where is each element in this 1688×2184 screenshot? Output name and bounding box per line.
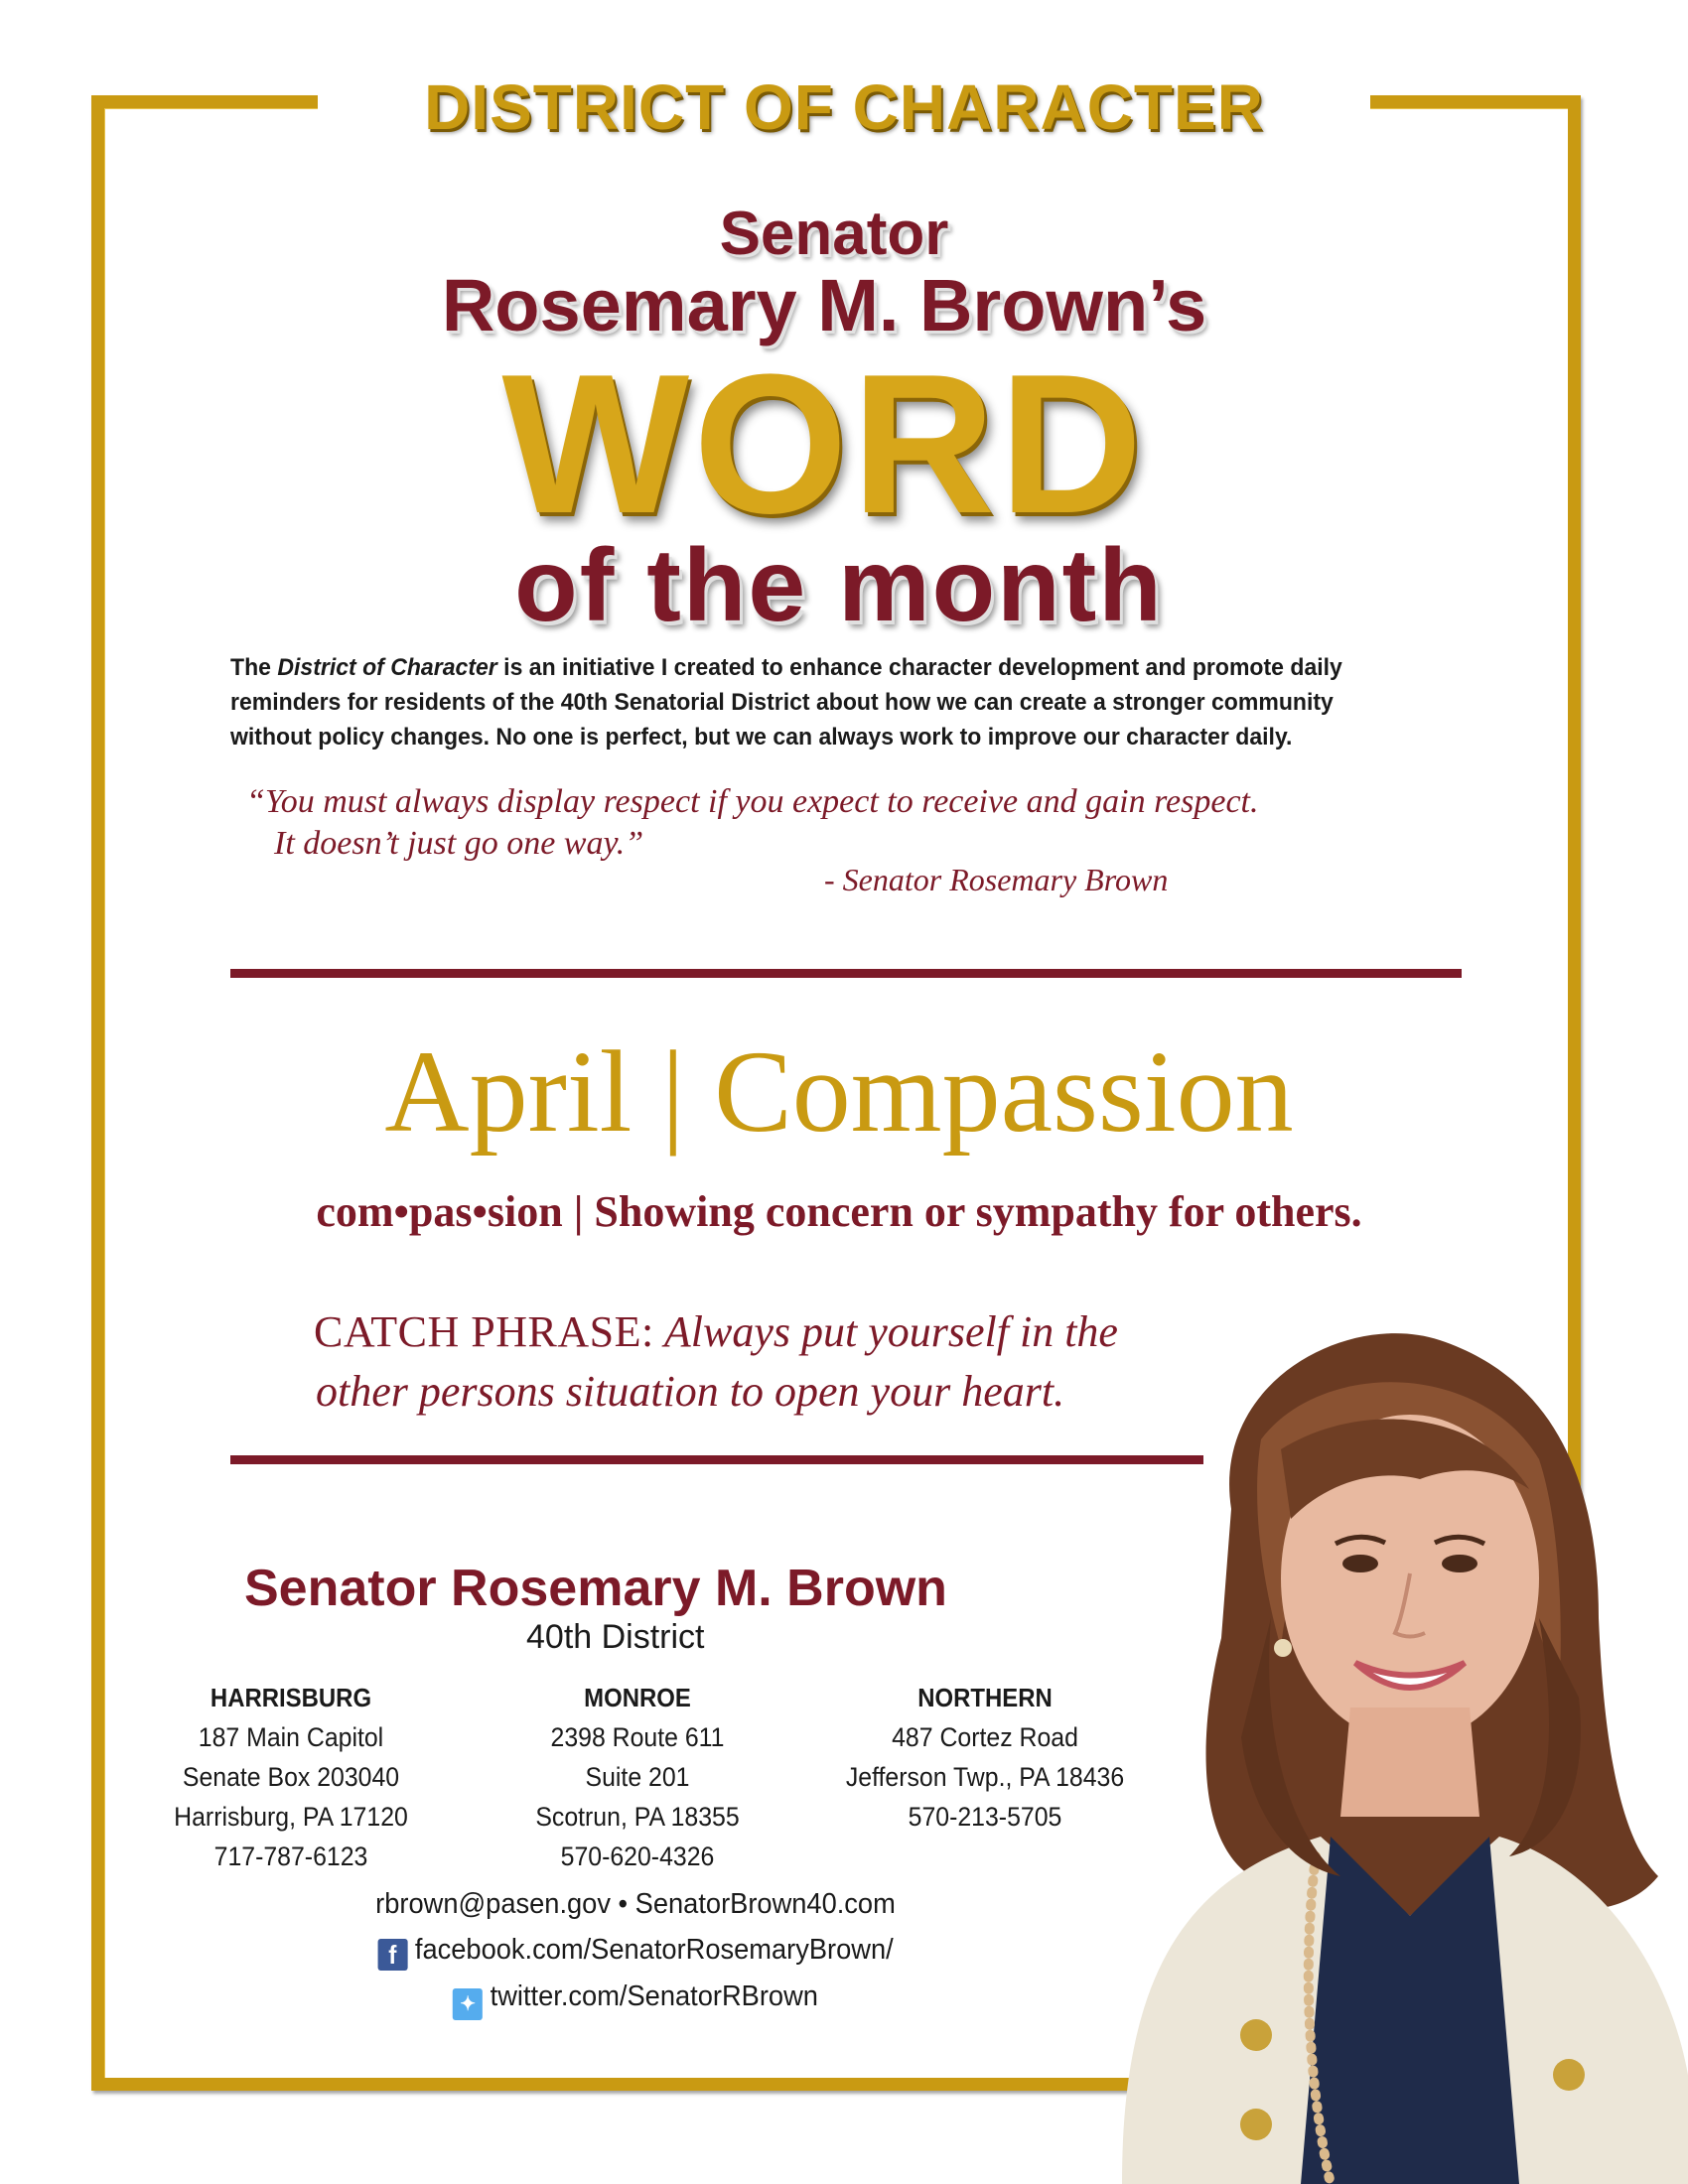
header-word: WORD <box>501 334 1147 555</box>
catch-phrase-line-1: Always put yourself in the <box>653 1307 1118 1356</box>
featured-title: April | Compassion <box>384 1026 1294 1157</box>
quote-attribution: - Senator Rosemary Brown <box>824 862 1169 897</box>
office-line: Scotrun, PA 18355 <box>535 1802 740 1832</box>
catch-phrase-label: CATCH PHRASE: <box>314 1307 654 1356</box>
office-monroe <box>487 1678 788 1876</box>
intro-paragraph: The District of Character is an initiative I created to enhance character development and promote daily reminders for residents of the 40th Senatorial District about how we can create a stronger community without policy changes. No one is perfect, but we can always work to improve our character daily. <box>230 654 1342 751</box>
office-line: 487 Cortez Road <box>892 1722 1078 1752</box>
catch-phrase-line-2: other persons situation to open your heart. <box>316 1367 1065 1416</box>
office-line: Jefferson Twp., PA 18436 <box>845 1762 1125 1792</box>
office-heading: NORTHERN <box>917 1683 1053 1712</box>
contact-district: 40th District <box>526 1618 705 1656</box>
contact-name: Senator Rosemary M. Brown <box>244 1560 947 1617</box>
twitter-link[interactable]: ✦ twitter.com/SenatorRBrown <box>38 1980 1232 2020</box>
banner-title: DISTRICT OF CHARACTER <box>318 68 1370 147</box>
office-heading: MONROE <box>584 1683 691 1712</box>
quote-line-2: It doesn’t just go one way.” <box>274 825 644 862</box>
header-name: Rosemary M. Brown’s <box>441 264 1207 346</box>
office-line: 2398 Route 611 <box>550 1722 725 1752</box>
office-phone: 570-620-4326 <box>560 1842 715 1871</box>
office-line: 187 Main Capitol <box>198 1722 384 1752</box>
office-phone: 717-787-6123 <box>213 1842 368 1871</box>
office-line: Senate Box 203040 <box>182 1762 400 1792</box>
header-senator: Senator <box>719 200 949 268</box>
quote <box>246 781 1537 865</box>
office-heading: HARRISBURG <box>210 1683 372 1712</box>
office-line: Suite 201 <box>585 1762 690 1792</box>
header-of-the-month: of the month <box>514 528 1164 643</box>
email-website-link[interactable]: rbrown@pasen.gov • SenatorBrown40.com <box>375 1888 896 1920</box>
quote-line-1: “You must always display respect if you expect to receive and gain respect. <box>246 783 1259 820</box>
divider-top <box>230 969 1462 978</box>
divider-bottom <box>230 1455 1203 1464</box>
facebook-link[interactable]: f facebook.com/SenatorRosemaryBrown/ <box>38 1934 1232 1971</box>
featured-definition: com•pas•sion | Showing concern or sympathy for others. <box>316 1187 1362 1236</box>
intro-emphasis: District of Character <box>277 654 497 681</box>
senator-portrait <box>1062 1320 1688 2184</box>
twitter-icon: ✦ <box>453 1988 483 2020</box>
office-phone: 570-213-5705 <box>908 1802 1062 1832</box>
office-harrisburg <box>140 1678 442 1876</box>
facebook-icon: f <box>377 1939 407 1971</box>
office-line: Harrisburg, PA 17120 <box>174 1802 408 1832</box>
